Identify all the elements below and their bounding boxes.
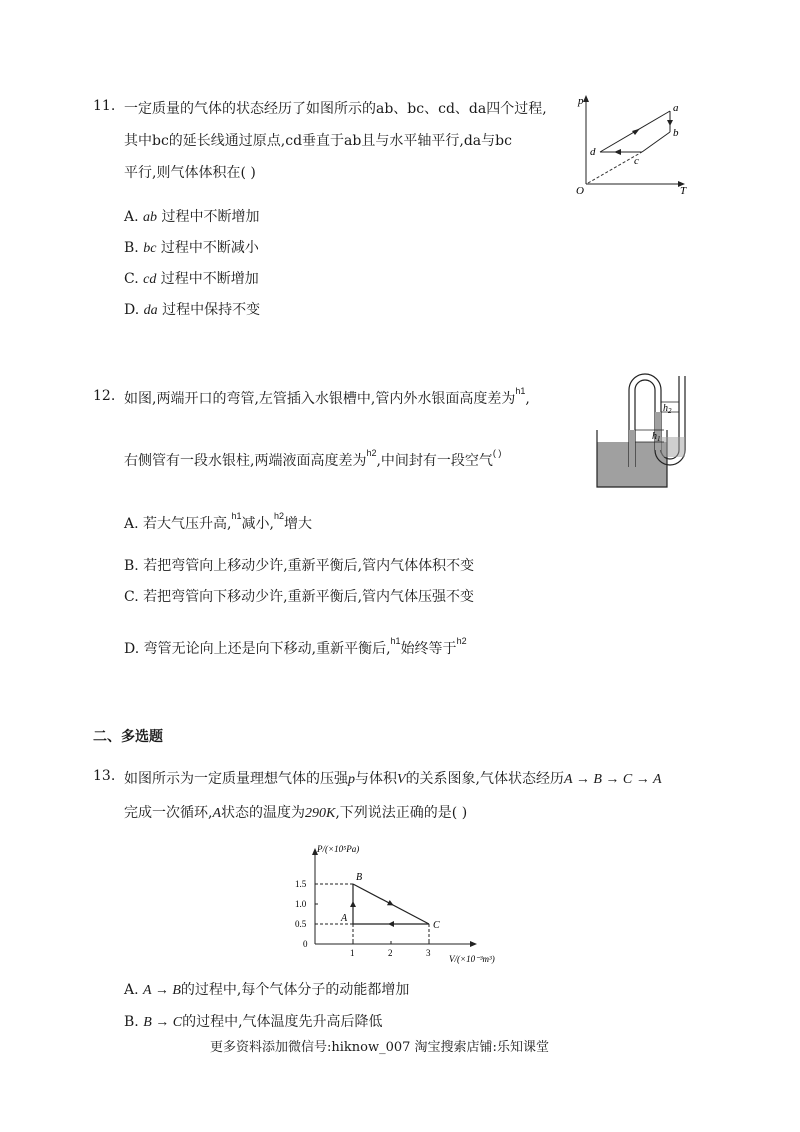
h1-subscript: 1 [657, 435, 661, 443]
h2-symbol: h2 [456, 636, 467, 646]
var-a: A [212, 806, 222, 821]
point-label-b: B [356, 872, 363, 883]
q12-line-2 [124, 450, 501, 470]
label-c: c [634, 155, 639, 167]
option-label: A. [124, 982, 139, 998]
option-text-3: 增大 [283, 516, 312, 532]
q13-option-a[interactable] [124, 979, 409, 999]
da-arrow [632, 129, 640, 136]
q11-line-3: 平行,则气体体积在( ) [124, 165, 256, 181]
p-axis-arrow [583, 95, 589, 102]
point-label-a: A [341, 913, 348, 924]
option-text: 过程中不断增加 [160, 271, 259, 287]
option-label: D. [124, 641, 140, 657]
point-label-c: C [433, 920, 440, 931]
q13-text-1a: 如图所示为一定质量理想气体的压强 [124, 771, 348, 787]
option-label: B. [124, 1014, 139, 1030]
tube-mercury-left [629, 430, 635, 467]
h2-symbol: h2 [273, 511, 284, 521]
option-var: da [143, 303, 158, 318]
q11-line-2: 其中bc的延长线通过原点,cd垂直于ab且与水平轴平行,da与bc [124, 133, 512, 149]
q11-pt-diagram [570, 92, 700, 197]
ab-arrow [667, 120, 673, 126]
q12-tube-diagram [592, 372, 702, 490]
q12-line-1-end: , [525, 391, 530, 407]
option-text-2: 始终等于 [400, 641, 457, 657]
option-text-1: 若大气压升高, [143, 516, 232, 532]
q13-number: 13. [93, 768, 116, 784]
label-a: a [673, 102, 679, 114]
q11-option-b[interactable] [124, 237, 259, 257]
var-p: p [348, 772, 355, 787]
option-var: bc [143, 241, 157, 256]
option-expr: A → B [143, 983, 181, 998]
var-v: V [397, 772, 406, 787]
x-tick-label: 1 [350, 948, 355, 958]
q12-line-1-text: 如图,两端开口的弯管,左管插入水银槽中,管内外水银面高度差为 [124, 391, 516, 407]
h2-subscript: 2 [668, 407, 672, 415]
label-p: p [578, 95, 584, 107]
q12-line-2-end: ,中间封有一段空气 [376, 453, 493, 469]
label-h2 [663, 403, 672, 415]
option-label: C. [124, 271, 139, 287]
cd-arrow [614, 149, 621, 155]
h1-symbol: h1 [390, 636, 401, 646]
label-o: O [576, 185, 584, 197]
option-text: 的过程中,气体温度先升高后降低 [182, 1014, 383, 1030]
q13-text-1c: 的关系图象,气体状态经历 [405, 771, 565, 787]
option-text: 过程中不断增加 [161, 209, 260, 225]
segment-bc [642, 132, 670, 152]
q13-text-2b: 状态的温度为 [221, 805, 306, 821]
q13-pv-chart [285, 836, 517, 968]
q11-option-c[interactable] [124, 268, 259, 288]
q12-line-2-text: 右侧管有一段水银柱,两端液面高度差为 [124, 453, 367, 469]
q11-number: 11. [93, 98, 116, 114]
q12-option-b[interactable] [124, 555, 474, 575]
y-tick-label: 0.5 [295, 919, 307, 929]
q13-option-b[interactable] [124, 1011, 383, 1031]
v-axis-arrow [470, 941, 477, 947]
option-text: 若把弯管向上移动少许,重新平衡后,管内气体体积不变 [143, 558, 475, 574]
y-tick-label: 1.0 [295, 899, 307, 909]
y-tick-label: 1.5 [295, 879, 307, 889]
q13-text-1b: 与体积 [355, 771, 397, 787]
q12-number: 12. [93, 388, 116, 404]
q13-line-1 [124, 768, 662, 788]
option-expr: B → C [143, 1015, 183, 1030]
q13-text-2a: 完成一次循环, [124, 805, 213, 821]
option-label: B. [124, 558, 139, 574]
option-label: D. [124, 302, 140, 318]
cycle-arrow-ca [388, 921, 394, 927]
option-text-2: 减小, [241, 516, 274, 532]
h1-letter: h [652, 431, 657, 442]
q11-line-1: 一定质量的气体的状态经历了如图所示的ab、bc、cd、da四个过程, [124, 101, 547, 117]
option-text-1: 弯管无论向上还是向下移动,重新平衡后, [143, 641, 391, 657]
footer-text: 更多资料添加微信号:hiknow_007 淘宝搜索店铺:乐知课堂 [210, 1040, 549, 1055]
q11-option-d[interactable] [124, 299, 260, 319]
option-var: cd [143, 272, 157, 287]
option-text: 过程中不断减小 [160, 240, 259, 256]
option-var: ab [143, 210, 158, 225]
cycle-expr: A → B → C → A [564, 772, 662, 787]
label-b: b [673, 127, 679, 139]
option-label: B. [124, 240, 139, 256]
h1-symbol: h1 [231, 511, 242, 521]
x-axis-label: V/(×10⁻³m³) [449, 954, 495, 964]
q11-option-a[interactable] [124, 206, 259, 226]
option-text: 若把弯管向下移动少许,重新平衡后,管内气体压强不变 [143, 589, 475, 605]
label-d: d [590, 146, 596, 158]
option-label: A. [124, 516, 139, 532]
q12-option-a[interactable] [124, 513, 312, 533]
q12-line-1 [124, 388, 530, 408]
q12-option-d[interactable] [124, 638, 467, 658]
q13-line-2 [124, 802, 467, 822]
option-label: C. [124, 589, 139, 605]
x-tick-label: 2 [388, 948, 393, 958]
answer-paren: ( ) [492, 448, 502, 458]
q12-option-c[interactable] [124, 586, 474, 606]
h2-symbol: h2 [366, 448, 377, 458]
option-text: 的过程中,每个气体分子的动能都增加 [180, 982, 410, 998]
h2-letter: h [663, 403, 668, 414]
option-text: 过程中保持不变 [162, 302, 261, 318]
origin-label: 0 [303, 939, 308, 949]
option-label: A. [124, 209, 139, 225]
section-title: 二、多选题 [93, 729, 163, 745]
h1-symbol: h1 [515, 386, 526, 396]
label-t: T [680, 185, 687, 197]
cycle-arrow-ab [350, 901, 356, 907]
q13-text-2c: ,下列说法正确的是( ) [335, 805, 468, 821]
y-axis-label: P/(×10⁵Pa) [317, 844, 360, 854]
x-tick-label: 3 [426, 948, 431, 958]
tube-mercury-bottom [661, 437, 685, 457]
temperature: 290K [305, 806, 336, 821]
